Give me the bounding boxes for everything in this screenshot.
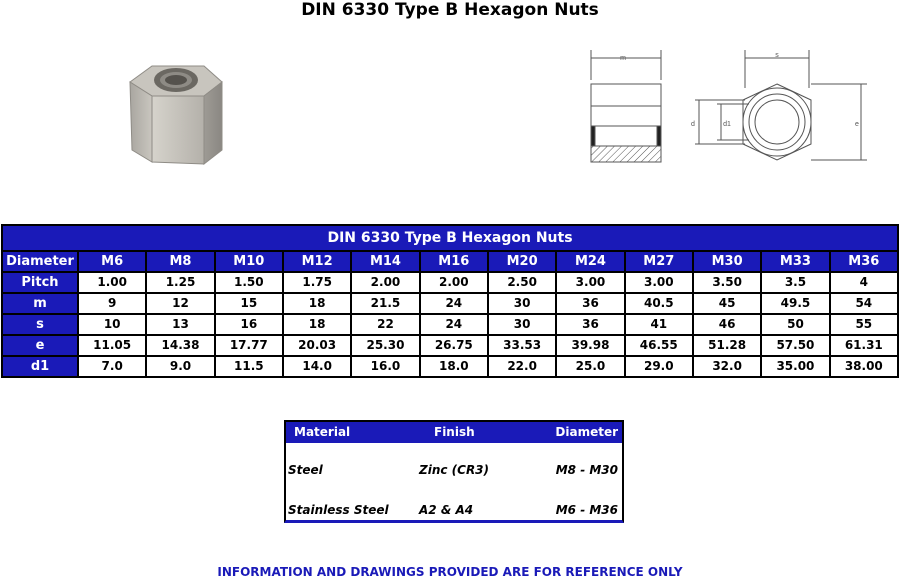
spec-cell: 49.5 bbox=[761, 293, 829, 314]
spec-cell: 9 bbox=[78, 293, 146, 314]
spec-cell: 30 bbox=[488, 314, 556, 335]
dim-label-d1: d1 bbox=[723, 121, 731, 128]
spec-cell: 36 bbox=[556, 293, 624, 314]
spec-cell: 1.00 bbox=[78, 272, 146, 293]
spec-table-grid bbox=[1, 250, 899, 378]
side-view-drawing bbox=[591, 50, 661, 162]
spec-header-row bbox=[2, 251, 898, 272]
spec-cell: 11.05 bbox=[78, 335, 146, 356]
materials-header-row bbox=[286, 420, 622, 443]
spec-cell: 16.0 bbox=[351, 356, 419, 377]
dim-label-e: e bbox=[855, 121, 859, 128]
spec-cell: 22 bbox=[351, 314, 419, 335]
material-name: Steel bbox=[288, 463, 323, 477]
spec-cell: 14.0 bbox=[283, 356, 351, 377]
spec-cell: 10 bbox=[78, 314, 146, 335]
spec-row-label: d1 bbox=[2, 356, 78, 377]
spec-cell: 1.75 bbox=[283, 272, 351, 293]
spec-cell: 61.31 bbox=[830, 335, 898, 356]
spec-size-header: M10 bbox=[215, 251, 283, 272]
materials-row bbox=[286, 463, 622, 481]
materials-row bbox=[286, 503, 622, 521]
spec-cell: 21.5 bbox=[351, 293, 419, 314]
spec-size-header: M6 bbox=[78, 251, 146, 272]
spec-cell: 12 bbox=[146, 293, 214, 314]
material-finish: Zinc (CR3) bbox=[419, 463, 490, 477]
spec-row bbox=[2, 335, 898, 356]
spec-cell: 3.5 bbox=[761, 272, 829, 293]
spec-cell: 55 bbox=[830, 314, 898, 335]
spec-size-header: M8 bbox=[146, 251, 214, 272]
spec-row bbox=[2, 356, 898, 377]
spec-cell: 57.50 bbox=[761, 335, 829, 356]
materials-header-material: Material bbox=[294, 425, 351, 439]
material-diameter: M8 - M30 bbox=[555, 463, 618, 477]
spec-cell: 54 bbox=[830, 293, 898, 314]
spec-cell: 7.0 bbox=[78, 356, 146, 377]
spec-cell: 1.50 bbox=[215, 272, 283, 293]
materials-table bbox=[284, 420, 624, 523]
spec-cell: 29.0 bbox=[625, 356, 693, 377]
spec-cell: 50 bbox=[761, 314, 829, 335]
spec-cell: 39.98 bbox=[556, 335, 624, 356]
spec-cell: 16 bbox=[215, 314, 283, 335]
spec-table bbox=[1, 224, 899, 378]
spec-cell: 26.75 bbox=[420, 335, 488, 356]
spec-cell: 25.0 bbox=[556, 356, 624, 377]
spec-cell: 22.0 bbox=[488, 356, 556, 377]
spec-cell: 35.00 bbox=[761, 356, 829, 377]
spec-cell: 40.5 bbox=[625, 293, 693, 314]
spec-cell: 45 bbox=[693, 293, 761, 314]
spec-cell: 18 bbox=[283, 293, 351, 314]
spec-cell: 38.00 bbox=[830, 356, 898, 377]
spec-cell: 3.00 bbox=[556, 272, 624, 293]
spec-size-header: M20 bbox=[488, 251, 556, 272]
spec-cell: 46.55 bbox=[625, 335, 693, 356]
dim-label-s: s bbox=[775, 52, 779, 59]
spec-size-header: M33 bbox=[761, 251, 829, 272]
spec-cell: 25.30 bbox=[351, 335, 419, 356]
spec-row bbox=[2, 314, 898, 335]
spec-row-label: e bbox=[2, 335, 78, 356]
spec-header-label: Diameter bbox=[2, 251, 78, 272]
spec-cell: 2.00 bbox=[420, 272, 488, 293]
spec-cell: 41 bbox=[625, 314, 693, 335]
technical-drawing bbox=[585, 48, 885, 168]
spec-cell: 11.5 bbox=[215, 356, 283, 377]
spec-row bbox=[2, 272, 898, 293]
spec-cell: 17.77 bbox=[215, 335, 283, 356]
spec-cell: 36 bbox=[556, 314, 624, 335]
top-view-drawing bbox=[695, 50, 867, 160]
spec-cell: 1.25 bbox=[146, 272, 214, 293]
spec-size-header: M24 bbox=[556, 251, 624, 272]
hex-nut-photo bbox=[118, 58, 230, 170]
spec-row-label: Pitch bbox=[2, 272, 78, 293]
spec-size-header: M30 bbox=[693, 251, 761, 272]
spec-size-header: M14 bbox=[351, 251, 419, 272]
dim-label-d: d bbox=[691, 121, 695, 128]
dim-label-m: m bbox=[620, 55, 626, 62]
spec-cell: 15 bbox=[215, 293, 283, 314]
spec-size-header: M16 bbox=[420, 251, 488, 272]
spec-row-label: s bbox=[2, 314, 78, 335]
spec-table-title: DIN 6330 Type B Hexagon Nuts bbox=[1, 224, 899, 250]
spec-cell: 18 bbox=[283, 314, 351, 335]
spec-cell: 33.53 bbox=[488, 335, 556, 356]
spec-cell: 3.50 bbox=[693, 272, 761, 293]
spec-cell: 9.0 bbox=[146, 356, 214, 377]
page-title: DIN 6330 Type B Hexagon Nuts bbox=[301, 0, 599, 20]
spec-cell: 24 bbox=[420, 314, 488, 335]
spec-cell: 3.00 bbox=[625, 272, 693, 293]
spec-cell: 24 bbox=[420, 293, 488, 314]
spec-cell: 32.0 bbox=[693, 356, 761, 377]
spec-size-header: M27 bbox=[625, 251, 693, 272]
material-diameter: M6 - M36 bbox=[555, 503, 618, 517]
spec-cell: 2.50 bbox=[488, 272, 556, 293]
spec-row-label: m bbox=[2, 293, 78, 314]
spec-cell: 18.0 bbox=[420, 356, 488, 377]
spec-cell: 51.28 bbox=[693, 335, 761, 356]
spec-cell: 20.03 bbox=[283, 335, 351, 356]
disclaimer-footer: INFORMATION AND DRAWINGS PROVIDED ARE FOR REFERENCE ONLY bbox=[217, 565, 683, 579]
spec-cell: 30 bbox=[488, 293, 556, 314]
spec-cell: 14.38 bbox=[146, 335, 214, 356]
material-name: Stainless Steel bbox=[288, 503, 389, 517]
spec-cell: 4 bbox=[830, 272, 898, 293]
spec-row bbox=[2, 293, 898, 314]
spec-size-header: M12 bbox=[283, 251, 351, 272]
material-finish: A2 & A4 bbox=[419, 503, 474, 517]
spec-size-header: M36 bbox=[830, 251, 898, 272]
spec-cell: 46 bbox=[693, 314, 761, 335]
materials-header-diameter: Diameter bbox=[555, 425, 618, 439]
spec-cell: 13 bbox=[146, 314, 214, 335]
materials-header-finish: Finish bbox=[434, 425, 475, 439]
spec-cell: 2.00 bbox=[351, 272, 419, 293]
